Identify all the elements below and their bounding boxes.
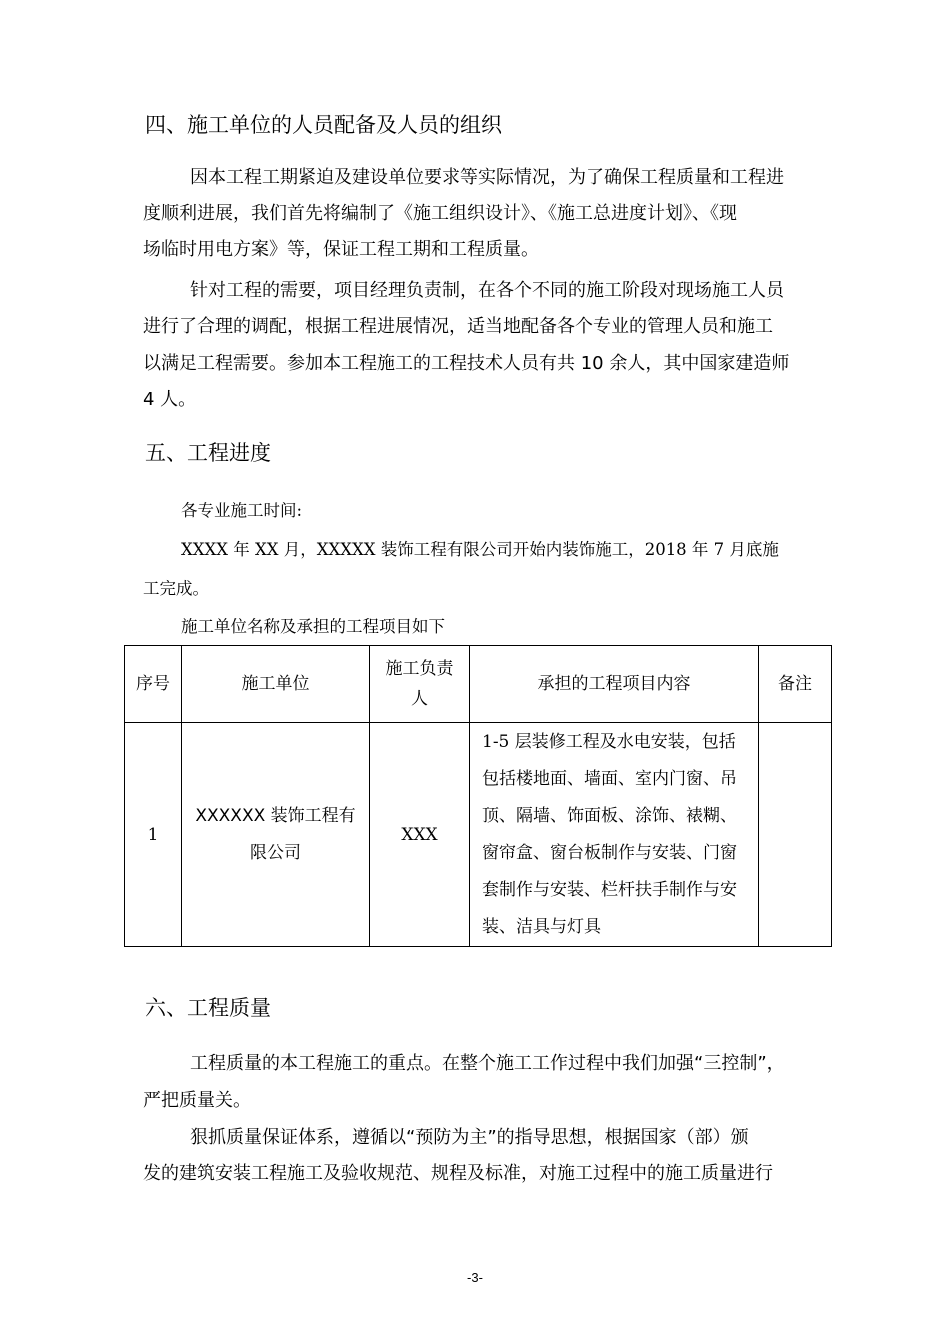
schedule-line: XXXX 年 XX 月，XXXXX 装饰工程有限公司开始内装饰施工，2018 年 7 月底施 (181, 540, 779, 559)
table-caption: 施工单位名称及承担的工程项目如下 (181, 617, 445, 636)
cell-unit: XXXXXX 装饰工程有限公司 (182, 723, 370, 947)
section4-heading: 四、施工单位的人员配备及人员的组织 (145, 113, 502, 137)
header-remark: 备注 (759, 646, 832, 723)
header-leader: 施工负责人 (370, 646, 470, 723)
paragraph-line: 发的建筑安装工程施工及验收规范、规程及标准，对施工过程中的施工质量进行 (143, 1163, 773, 1184)
cell-remark (759, 723, 832, 947)
header-no: 序号 (125, 646, 182, 723)
table-row (125, 723, 832, 947)
paragraph-line: 场临时用电方案》等，保证工程工期和工程质量。 (143, 239, 539, 260)
paragraph-line: 以满足工程需要。参加本工程施工的工程技术人员有共 10 余人，其中国家建造师 (143, 353, 790, 374)
section6-heading: 六、工程质量 (145, 996, 271, 1020)
paragraph-line: 度顺利进展，我们首先将编制了《施工组织设计》、《施工总进度计划》、《现 (143, 203, 737, 224)
paragraph-line: 严把质量关。 (143, 1090, 251, 1111)
paragraph-line: 狠抓质量保证体系，遵循以“预防为主”的指导思想，根据国家（部）颁 (190, 1127, 749, 1148)
header-content: 承担的工程项目内容 (470, 646, 759, 723)
paragraph-line: 进行了合理的调配，根据工程进展情况，适当地配备各个专业的管理人员和施工 (143, 316, 773, 337)
cell-leader: XXX (370, 723, 470, 947)
table-header-row (125, 646, 832, 723)
construction-units-table (124, 645, 832, 947)
page-number: -3- (467, 1270, 483, 1285)
cell-no: 1 (125, 723, 182, 947)
cell-content: 1-5 层装修工程及水电安装，包括包括楼地面、墙面、室内门窗、吊顶、隔墙、饰面板、涂饰、裱糊、窗帘盒、窗台板制作与安装、门窗套制作与安装、栏杆扶手制作与安装、洁具与灯具 (470, 723, 759, 947)
schedule-label: 各专业施工时间: (181, 501, 303, 520)
schedule-line: 工完成。 (143, 579, 209, 598)
paragraph-line: 因本工程工期紧迫及建设单位要求等实际情况，为了确保工程质量和工程进 (190, 167, 784, 188)
header-unit: 施工单位 (182, 646, 370, 723)
paragraph-line: 工程质量的本工程施工的重点。在整个施工工作过程中我们加强“三控制”， (190, 1053, 785, 1074)
paragraph-line: 4 人。 (143, 389, 197, 410)
section5-heading: 五、工程进度 (145, 441, 271, 465)
paragraph-line: 针对工程的需要，项目经理负责制，在各个不同的施工阶段对现场施工人员 (190, 280, 784, 301)
